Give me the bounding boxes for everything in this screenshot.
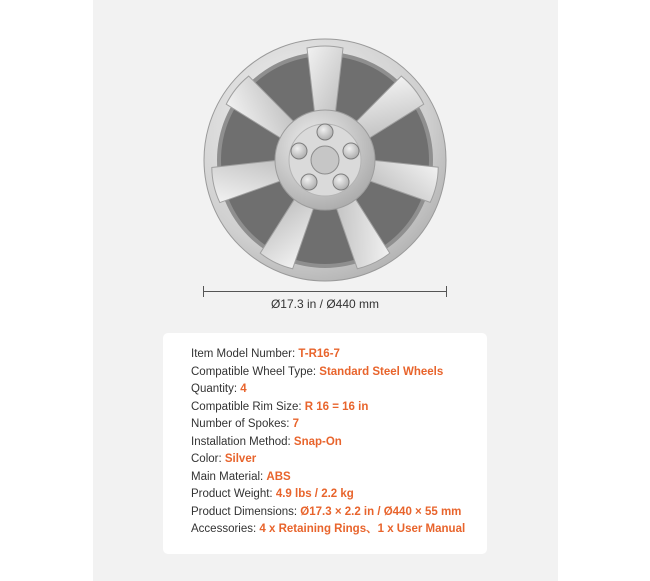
spec-value: R 16 = 16 in (304, 400, 369, 413)
spec-value: 7 (292, 418, 300, 430)
spec-label: Main Material: (191, 470, 267, 483)
spec-row-spokes (191, 416, 465, 434)
spec-label: Compatible Rim Size: (191, 400, 305, 413)
spec-row-quantity (191, 381, 465, 399)
dimension-line (203, 291, 447, 292)
spec-label: Product Weight: (191, 488, 276, 500)
spec-value: Ø17.3 × 2.2 in / Ø440 × 55 mm (300, 505, 462, 518)
spec-label: Product Dimensions: (191, 505, 301, 518)
spec-card (163, 333, 487, 554)
spec-label: Accessories: (191, 523, 260, 535)
spec-row-color (191, 451, 465, 469)
spec-list (191, 346, 465, 539)
spec-value: 4 (240, 383, 247, 395)
dimension-label: Ø17.3 in / Ø440 mm (270, 297, 380, 311)
spec-label: Quantity: (191, 383, 241, 395)
hubcap-wheel-cover-image (203, 38, 447, 282)
spec-row-installation (191, 434, 465, 452)
spec-value: 4.9 lbs / 2.2 kg (275, 488, 354, 500)
spec-row-rim-size (191, 399, 465, 417)
spec-row-material (191, 469, 465, 487)
spec-label: Item Model Number: (191, 348, 299, 360)
spec-label: Number of Spokes: (191, 418, 293, 430)
spec-value: T-R16-7 (298, 348, 340, 360)
spec-label: Installation Method: (191, 435, 294, 448)
spec-label: Compatible Wheel Type: (191, 365, 320, 378)
spec-value: Standard Steel Wheels (319, 365, 444, 378)
spec-label: Color: (191, 453, 225, 465)
spec-row-accessories (191, 521, 465, 539)
spec-row-dimensions (191, 504, 465, 522)
spec-value: ABS (266, 470, 291, 483)
spec-row-wheel-type (191, 364, 465, 382)
spec-value: 4 x Retaining Rings、1 x User Manual (259, 523, 466, 535)
spec-row-weight (191, 486, 465, 504)
spec-value: Silver (224, 453, 257, 465)
spec-row-model (191, 346, 465, 364)
spec-value: Snap-On (293, 435, 342, 448)
